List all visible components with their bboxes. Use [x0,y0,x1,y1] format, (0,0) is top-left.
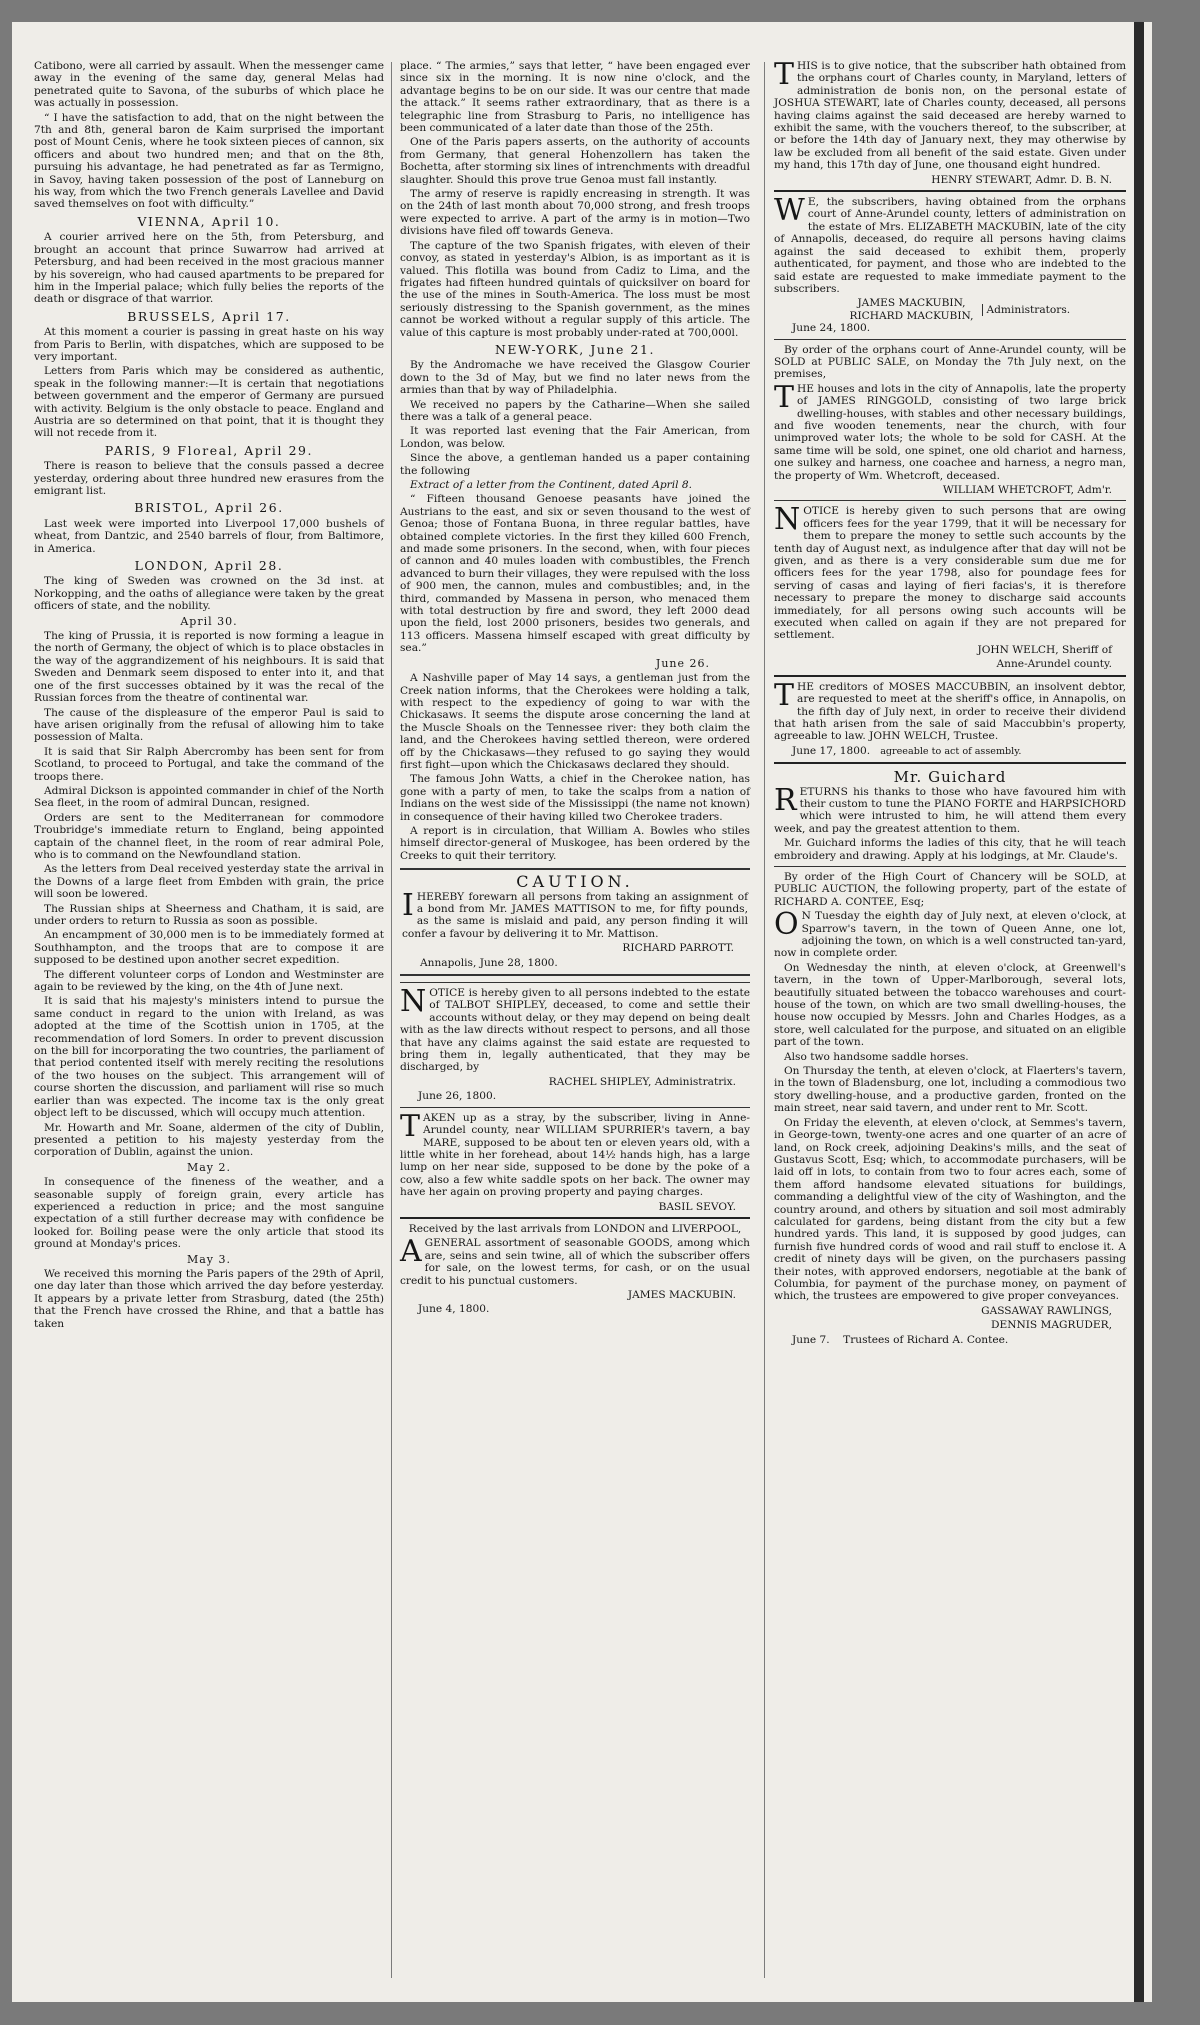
newspaper-page [12,22,1152,2002]
article-text: In consequence of the fineness of the weather, and a seasonable supply of foreign grain, every article has experienced a reduction in price; and the most sanguine expectation of a still further decrease may with confidence be looked for. Boiling pease were the only article that stood its ground at Monday's prices. [34,1176,384,1251]
extract-heading: Extract of a letter from the Continent, dated April 8. [410,479,692,491]
article-text: Admiral Dickson is appointed commander in chief of the North Sea fleet, in the room of admiral Duncan, resigned. [34,784,384,810]
drop-cap: T [774,379,795,415]
drop-cap: W [774,193,805,229]
ad-signature: Trustees of Richard A. Contee. [843,1333,1009,1346]
article-text: The army of reserve is rapidly encreasing in strength. It was on the 24th of last month about 70,000 strong, and fresh troops were expected to arrive. A part of the army is in motion—Two divisions have filed off towards Geneva. [400,188,750,238]
page-edge-shadow [1134,22,1144,2002]
advertisement-goods [400,1217,750,1316]
drop-cap: T [774,57,795,92]
advertisement-stewart [774,57,1126,186]
article-text: The famous John Watts, a chief in the Cherokee nation, has gone with a party of men, to take the scalps from a nation of Indians on the west side of the Mississippi (the name not known) in consequence of their having killed two Cherokee traders. [400,773,750,823]
ad-intro: By order of the High Court of Chancery will be SOLD, at PUBLIC AUCTION, the following property, part of the estate of RICHARD A. CONTEE, Esq; [774,870,1126,908]
advertisement-maccubbin [774,675,1126,758]
ad-heading: CAUTION. [516,872,634,892]
article-text: “ Fifteen thousand Genoese peasants have joined the Austrians to the east, and six or seven thousand to the west of Genoa; those of Fontana Buona, in three regular battles, have obtained complete victories. In the first they killed 600 French, and made some prisoners. In the second, when, with four pieces of cannon and 40 mules loaden with combustibles, the French advanced to burn their villages, they were repulsed with the loss of 900 men, the cannon, mules and combustibles; and, in the third, commanded by Massena in person, who menaced them with total destruction by fire and sword, they left 2000 dead upon the field, lost 2000 prisoners, besides two generals, and 113 officers. Massena himself escaped with great difficulty by sea.” [400,493,750,655]
article-text: Catibono, were all carried by assault. When the messenger came away in the evening of the same day, general Melas had penetrated quite to Savona, of the suburbs of which place he was actually in possession. [34,60,384,110]
dateline-paris: PARIS, 9 Floreal, April 29. [104,442,314,458]
ad-signature: WILLIAM WHETCROFT, Adm'r. [942,484,1112,496]
dateline-new-york: NEW-YORK, June 21. [494,341,656,357]
ad-text: THIS is to give notice, that the subscriber hath obtained from the orphans court of Charles county, in Maryland, letters of administration de bonis non, on the personal estate of JOSHUA STEWART, late of Charles county, deceased, all persons having claims against the said deceased are hereby warned to exhibit the same, with the vouchers thereof, to the subscriber, at or before the 14th day of January next, they may otherwise by law be excluded from all benefit of the said estate. Given under my hand, this 17th day of June, one thousand eight hundred. [774,57,1126,172]
article-text: At this moment a courier is passing in great haste on his way from Paris to Berlin, with dispatches, which are supposed to be very important. [34,326,384,363]
article-text: A Nashville paper of May 14 says, a gentleman just from the Creek nation informs, that the Cherokees were holding a talk, with respect to the expediency of going to war with the Chickasaws. It seems the dispute arose concerning the land at the Muscle Shoals on the Tennessee river: they both claim the land, and the Cherokees having settled thereon, were ordered off by the Chickasaws—they refused to go saying they would first fight—upon which the Chickasaws declared they should. [400,672,750,771]
ad-text: RETURNS his thanks to those who have favoured him with their custom to tune the PIANO FORTE and HARPSICHORD which were intrusted to him, he will attend them every week, and pay the greatest attention to them. [774,782,1126,835]
ad-signature: GASSAWAY RAWLINGS, [981,1304,1112,1317]
ad-role: Administrators. [982,304,1051,316]
ad-text: THE creditors of MOSES MACCUBBIN, an insolvent debtor, are requested to meet at the sheriff's office, in Annapolis, on the fifth day of July next, in order to receive their dividend that hath arisen from the sale of said Maccubbin's property, agreeable to law. JOHN WELCH, Trustee. [774,677,1126,743]
article-text: We received no papers by the Catharine—When she sailed there was a talk of a general peace. [400,398,750,423]
advertisement-stray [400,1107,750,1213]
advertisement-mackubin [774,190,1126,334]
drop-cap: N [400,984,427,1020]
article-text: It was reported last evening that the Fair American, from London, was below. [400,425,750,450]
article-text: A report is in circulation, that William A. Bowles who stiles himself director-general of Muskogee, has been ordered by the Creeks to quit their territory. [400,824,750,862]
ad-text: NOTICE is hereby given to all persons indebted to the estate of TALBOT SHIPLEY, deceased, to come and settle their accounts without delay, or they may depend on being dealt with as the law directs without respect to persons, and all those that have any claims against the said estate are requested to bring them in, legally authenticated, that they may be discharged, by [400,984,750,1074]
article-text: By the Andromache we have received the Glasgow Courier down to the 3d of May, but we find no later news from the armies than that by way of Philadelphia. [400,359,750,397]
ad-heading: Received by the last arrivals from LONDON and LIVERPOOL, [408,1222,742,1235]
ad-date: June 7. Trustees of Richard A. Contee. [792,1333,1009,1346]
advertisement-shipley [400,982,750,1103]
article-text: An encampment of 30,000 men is to be immediately formed at Southhampton, and the troops that are to compose it are supposed to be destined upon another secret expedition. [34,929,384,967]
ad-text: On Thursday the tenth, at eleven o'clock, at Flaerters's tavern, in the town of Bladensburg, one lot, including a commodious two story dwelling-house, and a productive garden, fronted on the main street, near said tavern, and under rent to Mr. Scott. [774,1065,1126,1115]
dateline-bristol: BRISTOL, April 26. [134,500,284,516]
advertisement-guichard [774,762,1126,862]
article-text: One of the Paris papers asserts, on the authority of accounts from Germany, that general Hohenzollern has taken the Bochetta, after storming six lines of intrenchments with dreadful slaughter. Should this prove true Genoa must fall instantly. [400,136,750,186]
ad-signature: RICHARD MACKUBIN, [849,309,974,322]
article-text: The cause of the displeasure of the emperor Paul is said to have arisen originally from the refusal of allowing him to take possession of Malta. [34,706,384,744]
article-text: It is said that his majesty's ministers intend to pursue the same conduct in regard to the union with Ireland, as was adopted at the time of the Scottish union in 1705, at the recommendation of lord Somers. In order to prevent discussion on the bill for incorporating the two countries, the parliament of that period contented itself with merely reciting the resolutions of the two houses on the subject. This arrangement will of course shorten the discussion, and parliament will rise so much earlier than was expected. The income tax is the only great object left to be discussed, which will occupy much attention. [34,995,384,1120]
ad-signature: JAMES MACKUBIN. [627,1288,736,1301]
article-text: Letters from Paris which may be considered as authentic, speak in the following manner:—It is certain that negotiations between government and the emperor of Germany are pursued with activity. Belgium is the only obstacle to peace. England and Austria are so determined on that point, that it is thought they will not recede from it. [34,365,384,440]
drop-cap: R [774,782,797,818]
ad-signature: BASIL SEVOY. [658,1200,736,1213]
drop-cap: T [774,677,795,713]
sub-date: June 26. [655,656,710,670]
ad-signature: JOHN WELCH, Trustee. [869,730,999,743]
dateline-vienna: VIENNA, April 10. [137,213,281,229]
ad-date: Annapolis, June 28, 1800. [420,956,558,969]
article-text: A courier arrived here on the 5th, from Petersburg, and brought an account that prince Suwarrow had arrived at Petersburg, and had been received in the most gracious manner by his sovereign, who had caused apartments to be prepared for him in the Imperial palace; which fully belies the reports of the death or disgrace of that warrior. [34,231,384,306]
ad-text: W E, the subscribers, having obtained from the orphans court of Anne-Arundel county, letters of administration on the estate of Mrs. ELIZABETH MACKUBIN, late of the city of Annapolis, deceased, do require all persons having claims against the said deceased to exhibit them, properly authenticated, for payment, and those who are indebted to the said estate are requested to make immediate payment to the subscribers. [774,193,1126,295]
article-text: The Russian ships at Sheerness and Chatham, it is said, are under orders to return to Russia as soon as possible. [34,902,384,927]
ad-text: On Wednesday the ninth, at eleven o'clock, at Greenwell's tavern, in the town of Upper-Marlborough, several lots, beautifully situated between the tobacco warehouses and court-house of the town, on which are two small dwelling-houses, the house now occupied by Messrs. John and Charles Hodges, as a store, well calculated for the purpose, and situated on an eligible part of the town. [774,961,1126,1049]
drop-cap: I [402,887,414,923]
advertisement-ringgold [774,339,1126,497]
sub-date: May 2. [186,1160,232,1174]
ad-date: June 4, 1800. [418,1303,490,1316]
article-text: “ I have the satisfaction to add, that on the night between the 7th and 8th, general baron de Kaim surprised the important post of Mount Cenis, where he took sixteen pieces of cannon, six officers and about two hundred men; and that on the 8th, pursuing his advantage, he had penetrated as far as Termigno, in Savoy, having taken possession of the post of Lanneburg on his way, from which the two French generals Lavellee and David saved themselves on foot with difficulty.” [34,111,384,211]
column-news-domestic [400,60,750,1982]
ad-text: THE houses and lots in the city of Annapolis, late the property of JAMES RINGGOLD, consisting of two large brick dwelling-houses, with stables and other necessary buildings, and five wooden tenements, near the church, with four unimproved water lots; the whole to be sold for CASH. At the same time will be sold, one spinet, one old chariot and harness, one sulkey and harness, one coachee and harness, a negro man, the property of Wm. Whetcroft, deceased. [774,379,1126,482]
sub-date: May 3. [186,1252,232,1266]
article-text: The king of Prussia, it is reported is now forming a league in the north of Germany, the object of which is to place obstacles in the way of the aggrandizement of his neighbours. It is said that Sweden and Denmark seem disposed to enter into it, and that one of the first successes obtained by it was the recal of the Russian forces from the theatre of continental war. [34,630,384,705]
article-text: The capture of the two Spanish frigates, with eleven of their convoy, as stated in yesterday's Albion, is as important as it is valued. This flotilla was bound from Cadiz to Lima, and the frigates had fifteen hundred quintals of quicksilver on board for the use of the mines in South-America. The loss must be most seriously distressing to the Spanish government, as the mines cannot be worked without a regular supply of this article. The value of this capture is most probably under-rated at 700,000l. [400,239,750,339]
advertisement-caution [400,868,750,976]
ad-signature: RICHARD PARROTT. [622,942,734,955]
article-text: Last week were imported into Liverpool 17,000 bushels of wheat, from Dantzic, and 2540 barrels of flour, from Baltimore, in America. [34,517,384,555]
drop-cap: A [400,1234,422,1270]
ad-text: IHEREBY forewarn all persons from taking an assignment of a bond from Mr. JAMES MATTISON to me, for fifty pounds, as the same is mislaid and paid, any person finding it will confer a favour by delivering it to Mr. Mattison. [402,887,748,940]
ad-signature: Anne-Arundel county. [996,658,1112,671]
advertisement-welch [774,500,1126,670]
article-text: As the letters from Deal received yesterday state the arrival in the Downs of a large fleet from Embden with grain, the price will soon be lowered. [34,863,384,901]
dateline-brussels: BRUSSELS, April 17. [127,308,291,324]
article-text: place. “ The armies,” says that letter, “ have been engaged ever since six in the morning. It is now nine o'clock, and the advantage begins to be on our side. It was our centre that made the attack.” It seems rather extraordinary, that as there is a telegraphic line from Strasburg to Paris, no intelligence has been communicated of a later date than those of the 25th. [400,60,750,135]
ad-text: On Friday the eleventh, at eleven o'clock, at Semmes's tavern, in George-town, twenty-one acres and one quarter of an acre of land, on Rock creek, adjoining Deakins's mills, and the seat of Gustavus Scott, Esq; which, to accommodate purchasers, will be laid off in lots, to contain from two to four acres each, some of them afford handsome elevated situations for buildings, commanding a delightful view of the city of Washington, and the country around, and others by situation and soil most admirably calculated for gardens, being distant from the city but a few hundred yards. This land, it is supposed by good judges, can furnish five hundred cords of wood and rail stuff to enclose it. A credit of ninety days will be given, on the purchasers passing their notes, with approved endorsers, negotiable at the bank of Columbia, for payment of the purchase money, on payment of which, the trustees are empowered to give proper conveyances. [774,1116,1126,1303]
ad-signature: HENRY STEWART, Admr. D. B. N. [931,173,1112,186]
ad-text: O N Tuesday the eighth day of July next, at eleven o'clock, at Sparrow's tavern, in the town of Queen Anne, one lot, adjoining the town, on which is a well constructed tan-yard, now in complete order. [774,907,1126,960]
drop-cap: O [774,907,799,943]
ad-heading: Mr. Guichard [893,768,1007,787]
ad-signature: RACHEL SHIPLEY, Administratrix. [548,1075,736,1088]
ad-signature: DENNIS MAGRUDER, [990,1319,1112,1332]
column-rule [391,62,392,1978]
article-text: The king of Sweden was crowned on the 3d inst. at Norkopping, and the oaths of allegiance were taken by the great officers of state, and the nobility. [34,575,384,613]
ad-text: AGENERAL assortment of seasonable GOODS, among which are, seins and sein twine, all of which the subscriber offers for sale, on the lowest terms, for cash, or on the usual credit to his punctual customers. [400,1234,750,1287]
article-text: The different volunteer corps of London and Westminster are again to be reviewed by the king, on the 4th of June next. [34,968,384,994]
column-news-foreign [34,60,384,1982]
ad-note: agreeable to act of assembly. [880,745,1022,757]
ad-signature: JAMES MACKUBIN, [857,297,966,310]
column-rule [764,62,765,1978]
dateline-london: LONDON, April 28. [134,558,284,574]
article-text: Mr. Howarth and Mr. Soane, aldermen of the city of Dublin, presented a petition to his majesty yesterday from the corporation of Dublin, against the union. [34,1121,384,1159]
ad-text: TAKEN up as a stray, by the subscriber, living in Anne-Arundel county, near WILLIAM SPURRIER's tavern, a bay MARE, supposed to be about ten or eleven years old, with a little white in her forehead, about 14½ hands high, has a large lump on her near side, supposed to be done by the poke of a cow, also a few white saddle spots on her back. The owner may have her again on proving property and paying charges. [400,1108,750,1199]
ad-text: NOTICE is hereby given to such persons that are owing officers fees for the year 1799, that it will be necessary for them to prepare the money to settle such accounts by the tenth day of August next, as indulgence after that day will not be given, and as there is a very considerable sum due me for officers fees for the year 1798, also for poundage fees for serving of casas and laying of fieri facias's, it is therefore necessary to prepare the money to discharge said accounts immediately, for all persons owing such accounts will be executed when called on again if they are not prepared for settlement. [774,502,1126,642]
drop-cap: T [400,1108,421,1144]
ad-text: Mr. Guichard informs the ladies of this city, that he will teach embroidery and drawing. Apply at his lodgings, at Mr. Claude's. [774,837,1126,862]
ad-signature-block [774,297,1126,322]
ad-signature: JOHN WELCH, Sheriff of [977,643,1112,656]
advertisement-contee [774,866,1126,1346]
ad-intro: By order of the orphans court of Anne-Arundel county, will be SOLD at PUBLIC SALE, on Monday the 7th July next, on the premises, [774,343,1126,381]
article-text: There is reason to believe that the consuls passed a decree yesterday, ordering about three hundred new erasures from the emigrant list. [34,460,384,497]
ad-date: June 26, 1800. [418,1090,497,1103]
article-text: It is said that Sir Ralph Abercromby has been sent for from Scotland, to proceed to Portugal, and take the command of the troops there. [34,745,384,783]
ad-date: June 24, 1800. [792,322,871,335]
drop-cap: N [774,502,801,538]
column-advertisements [774,57,1126,1982]
sub-date: April 30. [180,614,238,628]
article-text: Since the above, a gentleman handed us a paper containing the following [400,452,750,477]
article-text: We received this morning the Paris papers of the 29th of April, one day later than those which arrived the day before yesterday. It appears by a private letter from Strasburg, dated (the 25th) that the French have crossed the Rhine, and that a battle has taken [34,1267,384,1330]
ad-date: June 17, 1800. agreeable to act of assembly. [792,744,1022,757]
article-text: Orders are sent to the Mediterranean for commodore Troubridge's immediate return to England, being appointed captain of the channel fleet, in the room of rear admiral Pole, who is to command on the Newfoundland station. [34,811,384,861]
ad-text: Also two handsome saddle horses. [784,1050,969,1063]
